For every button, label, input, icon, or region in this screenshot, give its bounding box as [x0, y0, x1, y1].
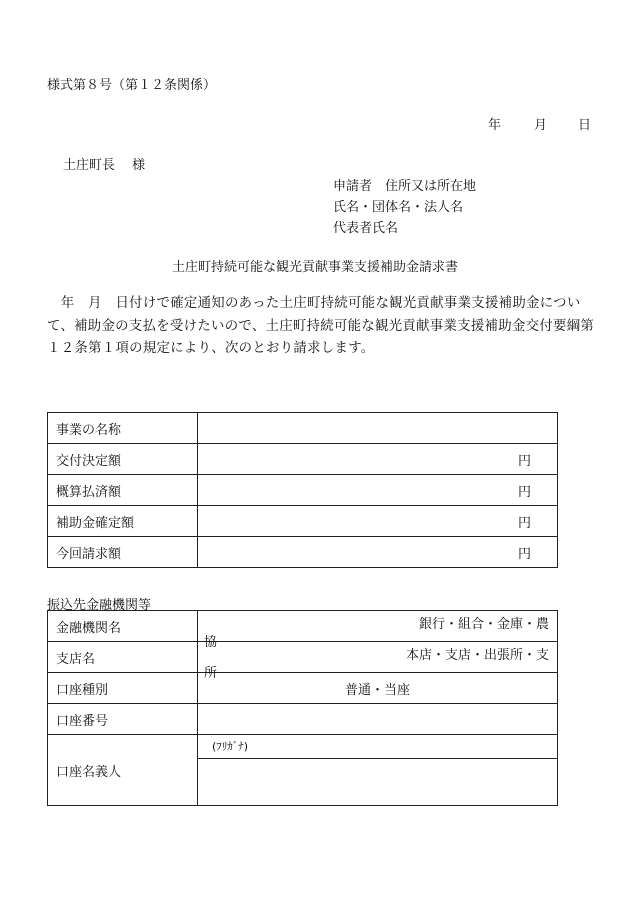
advance-paid-amount-label: 概算払済額 — [48, 475, 198, 506]
table-row — [48, 704, 558, 735]
confirmed-amount-field[interactable]: 円 — [198, 506, 558, 537]
current-request-amount-field[interactable]: 円 — [198, 537, 558, 568]
applicant-block — [333, 176, 476, 239]
bank-table — [47, 610, 558, 806]
applicant-name-label: 氏名・団体名・法人名 — [333, 200, 464, 215]
form-number: 様式第８号（第１２条関係） — [47, 78, 217, 93]
institution-type-options: 銀行・組合・金庫・農 — [418, 617, 549, 632]
grant-decision-amount-label: 交付決定額 — [48, 444, 198, 475]
confirmed-amount-label: 補助金確定額 — [48, 506, 198, 537]
table-row — [48, 444, 558, 475]
bank-section-caption: 振込先金融機関等 — [47, 598, 152, 613]
branch-name-field[interactable] — [198, 642, 558, 681]
advance-paid-amount-field[interactable]: 円 — [198, 475, 558, 506]
document-title: 土庄町持続可能な観光貢献事業支援補助金請求書 — [171, 260, 458, 275]
table-row — [48, 611, 558, 642]
table-row — [48, 506, 558, 537]
date-month: 月 — [534, 118, 548, 133]
branch-name-label: 支店名 — [48, 642, 198, 673]
applicant-address-label: 申請者 住所又は所在地 — [333, 179, 477, 194]
applicant-representative-label: 代表者氏名 — [333, 221, 399, 236]
table-row — [48, 537, 558, 568]
account-holder-furigana-field[interactable]: (ﾌﾘｶﾞﾅ) — [198, 735, 558, 759]
table-row — [48, 673, 558, 704]
date-line — [488, 114, 591, 133]
table-row — [48, 475, 558, 506]
account-holder-label: 口座名義人 — [48, 735, 198, 806]
branch-type-overflow: 所 — [204, 666, 218, 681]
institution-name-field[interactable] — [198, 611, 558, 650]
project-name-label: 事業の名称 — [48, 413, 198, 444]
current-request-amount-label: 今回請求額 — [48, 537, 198, 568]
table-row — [48, 735, 558, 759]
project-name-field[interactable] — [198, 413, 558, 444]
table-row — [48, 642, 558, 673]
account-type-label: 口座種別 — [48, 673, 198, 704]
account-holder-name-field[interactable] — [198, 759, 558, 806]
institution-name-label: 金融機関名 — [48, 611, 198, 642]
account-number-label: 口座番号 — [48, 704, 198, 735]
addressee: 土庄町長 様 — [63, 158, 146, 173]
table-row — [48, 413, 558, 444]
account-number-field[interactable] — [198, 704, 558, 735]
date-year: 年 — [488, 118, 502, 133]
request-body-text: 年 月 日付けで確定通知のあった土庄町持続可能な観光貢献事業支援補助金について、補助金の支払を受けたいので、土庄町持続可能な観光貢献事業支援補助金交付要綱第１２条第１項の規定により、次のとおり請求します。 — [47, 296, 595, 356]
date-day: 日 — [578, 118, 592, 133]
amount-table — [47, 412, 558, 568]
grant-decision-amount-field[interactable]: 円 — [198, 444, 558, 475]
institution-type-overflow: 協 — [204, 635, 218, 650]
account-type-options[interactable]: 普通・当座 — [198, 673, 558, 704]
branch-type-options: 本店・支店・出張所・支 — [405, 648, 549, 663]
